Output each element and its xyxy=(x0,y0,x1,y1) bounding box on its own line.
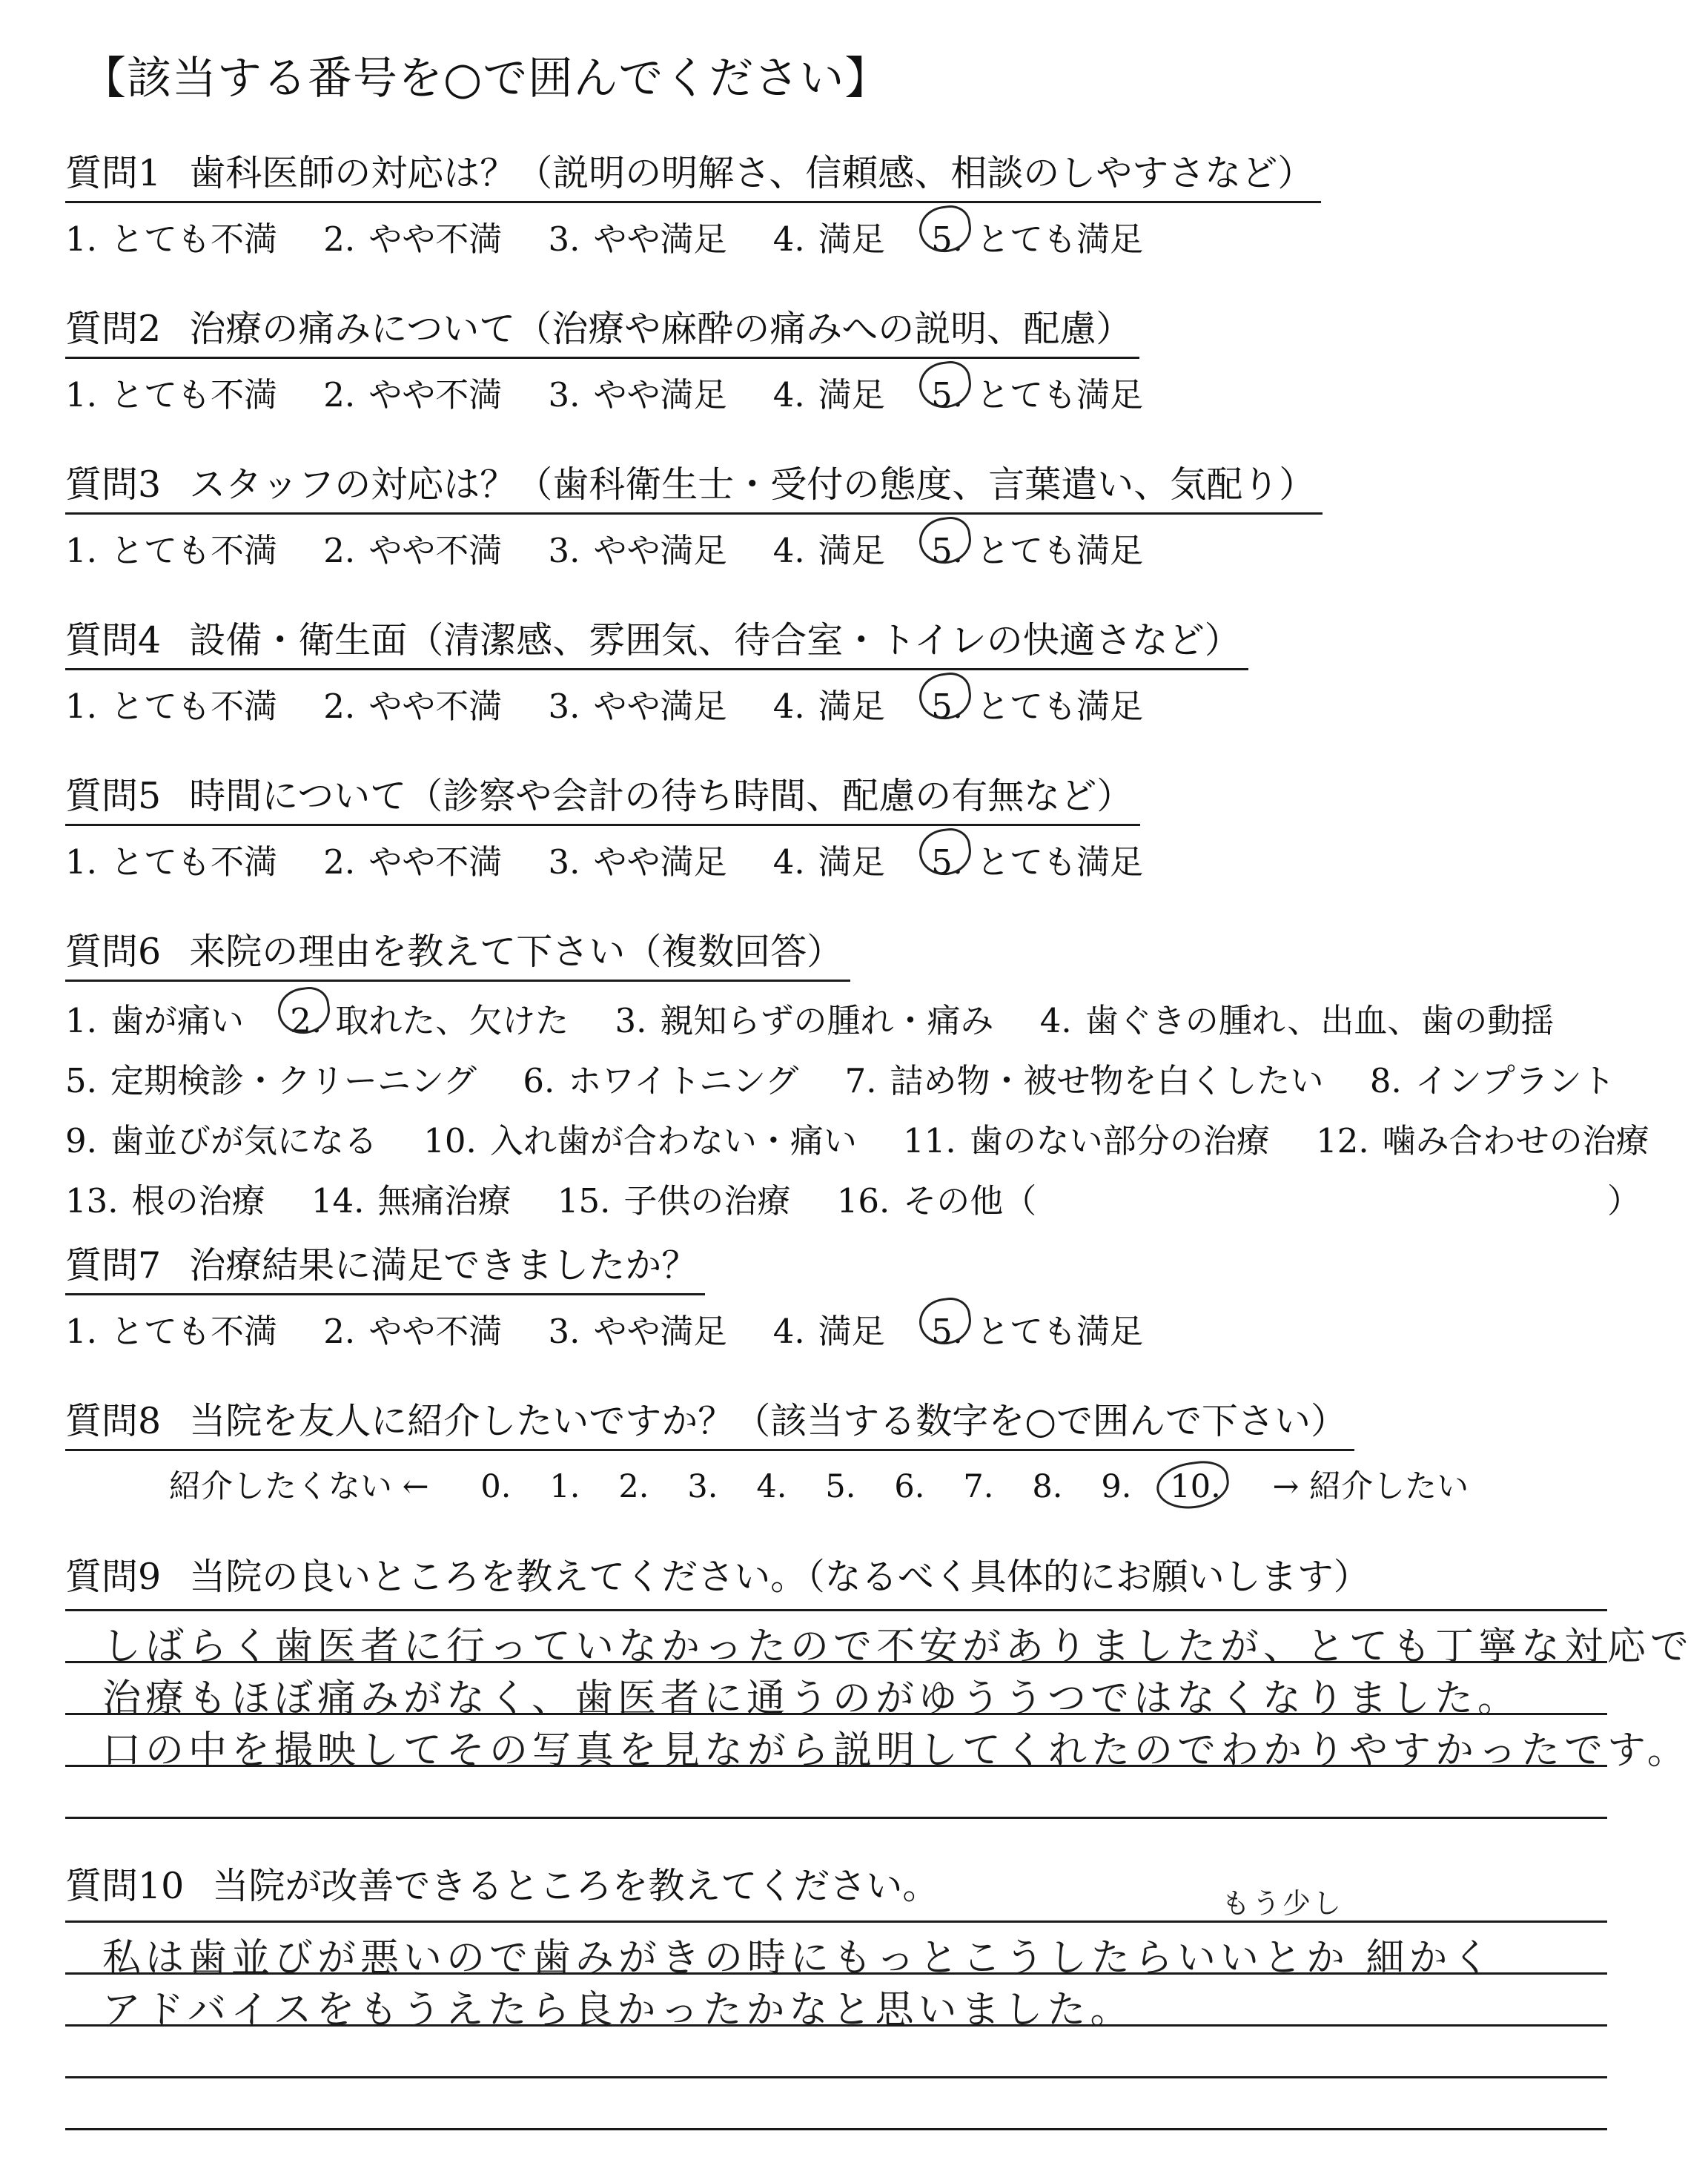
q9-answer-area[interactable] xyxy=(65,1609,1694,1832)
reason-option-11[interactable]: 11. 歯のない部分の治療 xyxy=(903,1121,1270,1160)
selected-circle xyxy=(275,984,333,1037)
question-title xyxy=(65,1237,705,1295)
question-title xyxy=(65,767,1140,826)
handwritten-insert: もう少し xyxy=(1222,1887,1344,1920)
answer-line xyxy=(65,2076,1607,2078)
question-number: 質問10 xyxy=(65,1865,185,1907)
question-number: 質問6 xyxy=(65,931,162,973)
reason-option-8[interactable]: 8. インプラント xyxy=(1369,1061,1615,1100)
reason-option-5[interactable]: 5. 定期検診・クリーニング xyxy=(65,1061,477,1100)
answer-line xyxy=(65,2128,1607,2130)
scale-option-8[interactable]: 8. xyxy=(1032,1468,1063,1505)
option-4[interactable]: 4. 満足 xyxy=(772,1312,885,1351)
question-number: 質問8 xyxy=(65,1400,162,1442)
handwritten-line-1: しばらく歯医者に行っていなかったので不安がありましたが、とても丁寧な対応で xyxy=(102,1625,1694,1669)
selected-circle xyxy=(916,514,974,567)
question-2 xyxy=(65,300,1678,416)
option-5[interactable]: 5. とても満足 xyxy=(931,679,1143,727)
option-2[interactable]: 2. やや不満 xyxy=(323,375,503,415)
question-number: 質問1 xyxy=(65,152,162,194)
question-title xyxy=(65,300,1139,359)
option-3[interactable]: 3. やや満足 xyxy=(548,531,727,570)
option-3[interactable]: 3. やや満足 xyxy=(548,687,727,726)
recommend-scale xyxy=(169,1462,1678,1507)
reason-option-13[interactable]: 13. 根の治療 xyxy=(65,1181,265,1221)
option-1[interactable]: 1. とても不満 xyxy=(65,375,277,415)
rating-options xyxy=(65,212,1678,260)
question-title xyxy=(65,456,1323,515)
question-text: 来院の理由を教えて下さい（複数回答） xyxy=(189,931,844,973)
selected-circle xyxy=(916,358,974,411)
option-5[interactable]: 5. とても満足 xyxy=(931,212,1143,260)
scale-option-10[interactable]: 10. xyxy=(1170,1468,1220,1505)
question-text: 時間について（診察や会計の待ち時間、配慮の有無など） xyxy=(189,775,1133,817)
reason-row-3 xyxy=(65,1114,1678,1162)
q10-answer-area[interactable] xyxy=(65,1887,1607,2143)
option-4[interactable]: 4. 満足 xyxy=(772,219,885,259)
question-number: 質問9 xyxy=(65,1556,162,1598)
option-1[interactable]: 1. とても不満 xyxy=(65,219,277,259)
option-3[interactable]: 3. やや満足 xyxy=(548,375,727,415)
question-3 xyxy=(65,456,1678,572)
question-title xyxy=(65,923,850,982)
question-number: 質問4 xyxy=(65,619,162,661)
reason-option-4[interactable]: 4. 歯ぐきの腫れ、出血、歯の動揺 xyxy=(1039,1001,1555,1040)
question-number: 質問7 xyxy=(65,1244,162,1287)
question-text: 治療の痛みについて（治療や麻酔の痛みへの説明、配慮） xyxy=(189,308,1133,350)
option-4[interactable]: 4. 満足 xyxy=(772,842,885,882)
reason-option-6[interactable]: 6. ホワイトニング xyxy=(523,1061,799,1100)
reason-option-15[interactable]: 15. 子供の治療 xyxy=(557,1181,791,1221)
reason-option-1[interactable]: 1. 歯が痛い xyxy=(65,1001,244,1040)
selected-circle xyxy=(916,670,974,722)
question-6 xyxy=(65,923,1678,1222)
answer-line xyxy=(65,1920,1607,1923)
question-1 xyxy=(65,145,1678,260)
scale-option-7[interactable]: 7. xyxy=(963,1468,994,1505)
question-title xyxy=(65,612,1248,670)
question-10 xyxy=(65,1857,1678,1914)
option-4[interactable]: 4. 満足 xyxy=(772,375,885,415)
question-title xyxy=(65,145,1321,203)
option-4[interactable]: 4. 満足 xyxy=(772,687,885,726)
option-2[interactable]: 2. やや不満 xyxy=(323,1312,503,1351)
reason-row-2 xyxy=(65,1054,1678,1102)
option-2[interactable]: 2. やや不満 xyxy=(323,531,503,570)
instruction-header: 【該当する番号を○で囲んでください】 xyxy=(82,53,890,105)
option-2[interactable]: 2. やや不満 xyxy=(323,687,503,726)
option-5[interactable]: 5. とても満足 xyxy=(931,835,1143,883)
option-2[interactable]: 2. やや不満 xyxy=(323,219,503,259)
answer-line xyxy=(65,1817,1607,1819)
scale-option-3[interactable]: 3. xyxy=(687,1468,718,1505)
question-number: 質問5 xyxy=(65,775,162,817)
answer-line xyxy=(65,1609,1607,1611)
question-text: 当院が改善できるところを教えてください。 xyxy=(212,1865,939,1907)
other-close-paren: ） xyxy=(1607,1181,1641,1221)
reason-option-14[interactable]: 14. 無痛治療 xyxy=(311,1181,512,1221)
question-4 xyxy=(65,612,1678,727)
question-text: 歯科医師の対応は？（説明の明解さ、信頼感、相談のしやすさなど） xyxy=(189,152,1314,194)
question-7 xyxy=(65,1237,1678,1353)
rating-options xyxy=(65,368,1678,416)
option-1[interactable]: 1. とても不満 xyxy=(65,531,277,570)
option-1[interactable]: 1. とても不満 xyxy=(65,1312,277,1351)
reason-option-10[interactable]: 10. 入れ歯が合わない・痛い xyxy=(423,1121,857,1160)
question-text: スタッフの対応は？（歯科衛生士・受付の態度、言葉遣い、気配り） xyxy=(189,463,1316,506)
option-2[interactable]: 2. やや不満 xyxy=(323,842,503,882)
option-5[interactable]: 5. とても満足 xyxy=(931,368,1143,416)
reason-option-16[interactable]: 16. その他（ xyxy=(836,1181,1037,1221)
handwritten-line-2: アドバイスをもうえたら良かったかなと思いました。 xyxy=(102,1988,1133,2032)
option-3[interactable]: 3. やや満足 xyxy=(548,842,727,882)
reason-row-1 xyxy=(65,994,1678,1042)
scale-option-2[interactable]: 2. xyxy=(618,1468,649,1505)
reason-option-3[interactable]: 3. 親知らずの腫れ・痛み xyxy=(615,1001,994,1040)
question-number: 質問3 xyxy=(65,463,162,506)
selected-circle xyxy=(916,1295,974,1347)
handwritten-line-1: 私は歯並びが悪いので歯みがきの時にもっとこうしたらいいとか 細かく xyxy=(102,1936,1495,1981)
question-title xyxy=(65,1393,1354,1451)
option-3[interactable]: 3. やや満足 xyxy=(548,1312,727,1351)
option-5[interactable]: 5. とても満足 xyxy=(931,524,1143,572)
option-1[interactable]: 1. とても不満 xyxy=(65,687,277,726)
reason-option-9[interactable]: 9. 歯並びが気になる xyxy=(65,1121,377,1160)
option-5[interactable]: 5. とても満足 xyxy=(931,1304,1143,1353)
question-title xyxy=(65,1548,1377,1605)
question-text: 治療結果に満足できましたか？ xyxy=(189,1244,698,1287)
reason-option-12[interactable]: 12. 噛み合わせの治療 xyxy=(1316,1121,1649,1160)
handwritten-line-3: 口の中を撮映してその写真を見ながら説明してくれたのでわかりやすかったです。 xyxy=(102,1728,1690,1773)
question-number: 質問2 xyxy=(65,308,162,350)
scale-right-label: → 紹介したい xyxy=(1272,1468,1469,1505)
rating-options xyxy=(65,524,1678,572)
question-text: 当院を友人に紹介したいですか？（該当する数字を○で囲んで下さい） xyxy=(189,1400,1347,1442)
option-3[interactable]: 3. やや満足 xyxy=(548,219,727,259)
question-text: 設備・衛生面（清潔感、雰囲気、待合室・トイレの快適さなど） xyxy=(189,619,1241,661)
question-5 xyxy=(65,767,1678,883)
scale-option-0[interactable]: 0. xyxy=(480,1468,512,1505)
handwritten-line-2: 治療もほぼ痛みがなく、歯医者に通うのがゆううつではなくなりました。 xyxy=(102,1677,1520,1721)
selected-circle xyxy=(916,202,974,255)
question-8 xyxy=(65,1393,1678,1507)
option-1[interactable]: 1. とても不満 xyxy=(65,842,277,882)
option-4[interactable]: 4. 満足 xyxy=(772,531,885,570)
rating-options xyxy=(65,679,1678,727)
reason-option-2[interactable]: 2. 取れた、欠けた xyxy=(290,994,569,1042)
scale-option-1[interactable]: 1. xyxy=(549,1468,580,1505)
question-9 xyxy=(65,1548,1678,1605)
scale-left-label: 紹介したくない ← xyxy=(169,1468,429,1505)
reason-row-4 xyxy=(65,1174,1678,1222)
selected-circle xyxy=(916,825,974,878)
question-text: 当院の良いところを教えてください。（なるべく具体的にお願いします） xyxy=(189,1556,1370,1598)
rating-options xyxy=(65,1304,1678,1353)
scale-option-4[interactable]: 4. xyxy=(756,1468,787,1505)
scale-option-9[interactable]: 9. xyxy=(1101,1468,1132,1505)
scale-option-5[interactable]: 5. xyxy=(825,1468,856,1505)
rating-options xyxy=(65,835,1678,883)
scale-option-6[interactable]: 6. xyxy=(894,1468,925,1505)
question-title xyxy=(65,1857,946,1914)
reason-option-7[interactable]: 7. 詰め物・被せ物を白くしたい xyxy=(844,1061,1324,1100)
